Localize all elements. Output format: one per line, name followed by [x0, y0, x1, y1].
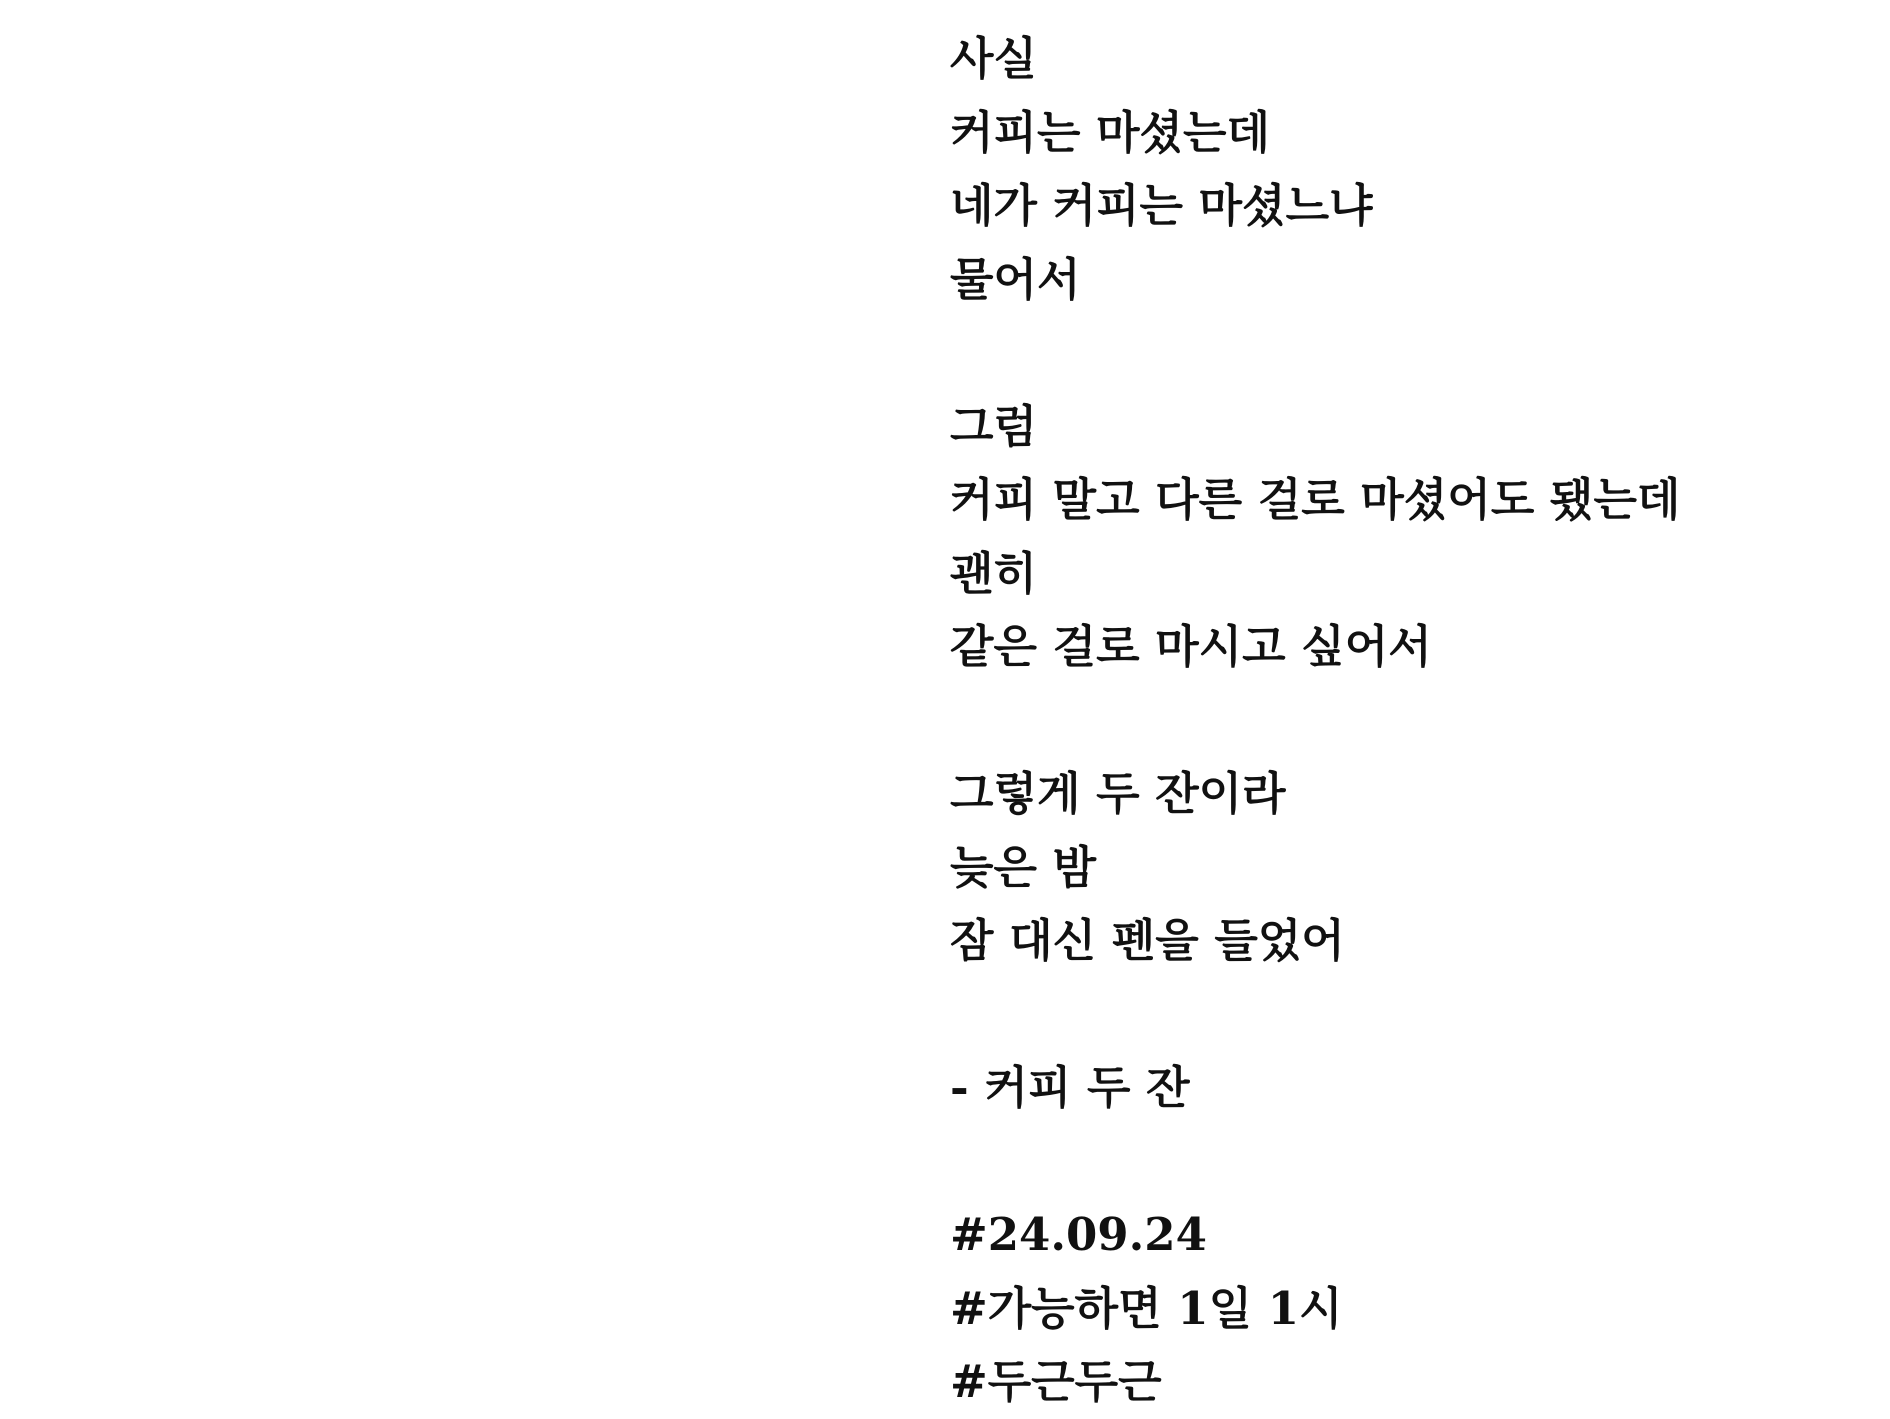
poem-line: 그렇게 두 잔이라	[950, 767, 1286, 820]
hashtag: #24.09.24	[950, 1208, 1207, 1261]
stanza-break	[950, 1125, 1680, 1199]
poem-line: 같은 걸로 마시고 싶어서	[950, 620, 1432, 673]
poem-line: 커피는 마셨는데	[950, 105, 1270, 159]
poem-line: 잠 대신 펜을 들었어	[950, 914, 1345, 967]
poem-line: 늦은 밤	[950, 840, 1097, 894]
stanza-break	[950, 316, 1680, 390]
poem-line: 그럼	[950, 399, 1037, 453]
hashtag: #가능하면 1일 1시	[950, 1281, 1343, 1335]
poem-line: 네가 커피는 마셨느냐	[950, 179, 1373, 232]
poem-line: 괜히	[950, 546, 1037, 600]
poem-line: 커피 말고 다른 걸로 마셨어도 됐는데	[950, 473, 1681, 526]
stanza-break	[950, 684, 1680, 758]
poem-line: 사실	[950, 32, 1037, 85]
poem-line: 물어서	[950, 252, 1081, 306]
hashtag: #두근두근	[950, 1355, 1162, 1408]
poem-body	[950, 22, 1680, 1419]
stanza-break	[950, 978, 1680, 1052]
poem-signature: - 커피 두 잔	[950, 1061, 1190, 1114]
